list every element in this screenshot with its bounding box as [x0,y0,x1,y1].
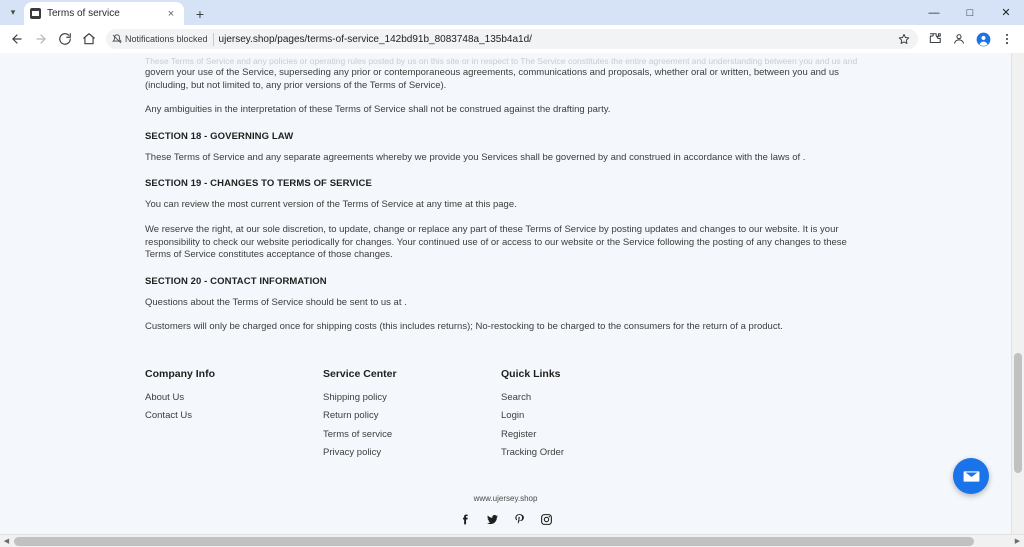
horizontal-scrollbar[interactable] [0,534,1024,547]
footer-column-quick-links [501,368,679,466]
footer-link-tracking-order[interactable]: Tracking Order [501,447,564,459]
paragraph: We reserve the right, at our sole discretion, to update, change or replace any part of these Terms of Service by posting updates and changes to our website. It is your responsibility to check our website periodically for changes. Your continued use of or access to our website or the Service following the posting of any changes to these Terms of Service constitutes acceptance of those changes. [145,223,847,261]
footer-link-login[interactable]: Login [501,410,525,422]
profile-outline-icon[interactable] [948,28,970,50]
twitter-icon[interactable] [485,513,499,527]
forward-icon[interactable] [30,28,52,50]
home-icon[interactable] [78,28,100,50]
facebook-icon[interactable] [458,513,472,527]
footer-link-register[interactable]: Register [501,428,537,440]
paragraph: Customers will only be charged once for shipping costs (this includes returns); No-restocking to be charged to the consumers for the return of a product. [145,321,783,333]
scroll-right-arrow-icon[interactable]: ▶ [1014,538,1021,545]
notifications-blocked-label: Notifications blocked [125,34,208,44]
footer-column-service-center [323,368,501,466]
window-close-button[interactable]: ✕ [1001,7,1011,19]
close-icon[interactable]: × [167,7,175,20]
kebab-menu-icon[interactable] [996,28,1018,50]
section-heading-19: SECTION 19 - CHANGES TO TERMS OF SERVICE [145,178,372,190]
footer-columns [145,368,866,470]
clipped-top-paragraph: These Terms of Service and any policies or operating rules posted by us on this site or in respect to The Service constitutes the entire agreement and understanding between you and us and [145,56,858,66]
section-heading-20: SECTION 20 - CONTACT INFORMATION [145,275,327,287]
web-page [0,53,1011,534]
url-text: ujersey.shop/pages/terms-of-service_142bd91b_8083748a_135b4a1d/ [218,33,532,45]
footer-column-title: Quick Links [501,367,561,380]
vertical-scrollbar-thumb[interactable] [1014,353,1022,473]
browser-toolbar [0,25,1024,53]
tab-title: Terms of service [47,8,120,19]
footer-column-title: Service Center [323,367,397,380]
footer-link-shipping-policy[interactable]: Shipping policy [323,391,387,403]
new-tab-button[interactable]: + [195,6,205,22]
paragraph: Any ambiguities in the interpretation of these Terms of Service shall not be construed against the drafting party. [145,104,611,116]
window-controls [916,0,1024,25]
horizontal-scrollbar-thumb[interactable] [14,537,974,546]
page-icon [30,8,41,19]
maximize-button[interactable]: □ [966,6,974,19]
footer-link-return-policy[interactable]: Return policy [323,410,379,422]
footer-link-search[interactable]: Search [501,391,532,403]
footer-link-about-us[interactable]: About Us [145,391,185,403]
profile-icon[interactable] [972,28,994,50]
puzzle-icon[interactable] [924,28,946,50]
minimize-button[interactable]: — [928,6,940,19]
social-links [145,513,866,527]
page-content [0,53,1011,527]
scroll-left-arrow-icon[interactable]: ◀ [3,538,10,545]
section-heading-18: SECTION 18 - GOVERNING LAW [145,130,294,142]
footer-link-privacy-policy[interactable]: Privacy policy [323,447,382,459]
omnibox-divider [213,33,214,46]
notifications-blocked-chip[interactable] [112,34,208,44]
star-icon[interactable] [896,31,912,47]
site-url: www.ujersey.shop [473,493,538,503]
page-viewport [0,53,1024,534]
pinterest-icon[interactable] [512,513,526,527]
tab-strip [0,0,1024,25]
paragraph: These Terms of Service and any separate agreements whereby we provide you Services shall be governed by and construed in accordance with the laws of . [145,151,806,163]
reload-icon[interactable] [54,28,76,50]
tab-search-chevron-icon[interactable]: ▾ [10,7,16,17]
vertical-scrollbar[interactable] [1011,53,1024,534]
instagram-icon[interactable] [539,513,553,527]
chat-email-button[interactable] [953,458,989,494]
address-bar[interactable] [106,29,918,49]
back-icon[interactable] [6,28,28,50]
footer-link-contact-us[interactable]: Contact Us [145,410,192,422]
footer-column-company-info [145,368,323,466]
browser-tab[interactable] [24,2,184,25]
footer-link-terms-of-service[interactable]: Terms of service [323,428,393,440]
footer-column-title: Company Info [145,367,215,380]
paragraph: You can review the most current version of the Terms of Service at any time at this page. [145,199,517,211]
paragraph: Questions about the Terms of Service should be sent to us at . [145,296,407,308]
paragraph: govern your use of the Service, superseding any prior or contemporaneous agreements, communications and proposals, whether oral or written, between you and us (including, but not limited to, any prior versions of the Terms of Service). [145,67,839,91]
